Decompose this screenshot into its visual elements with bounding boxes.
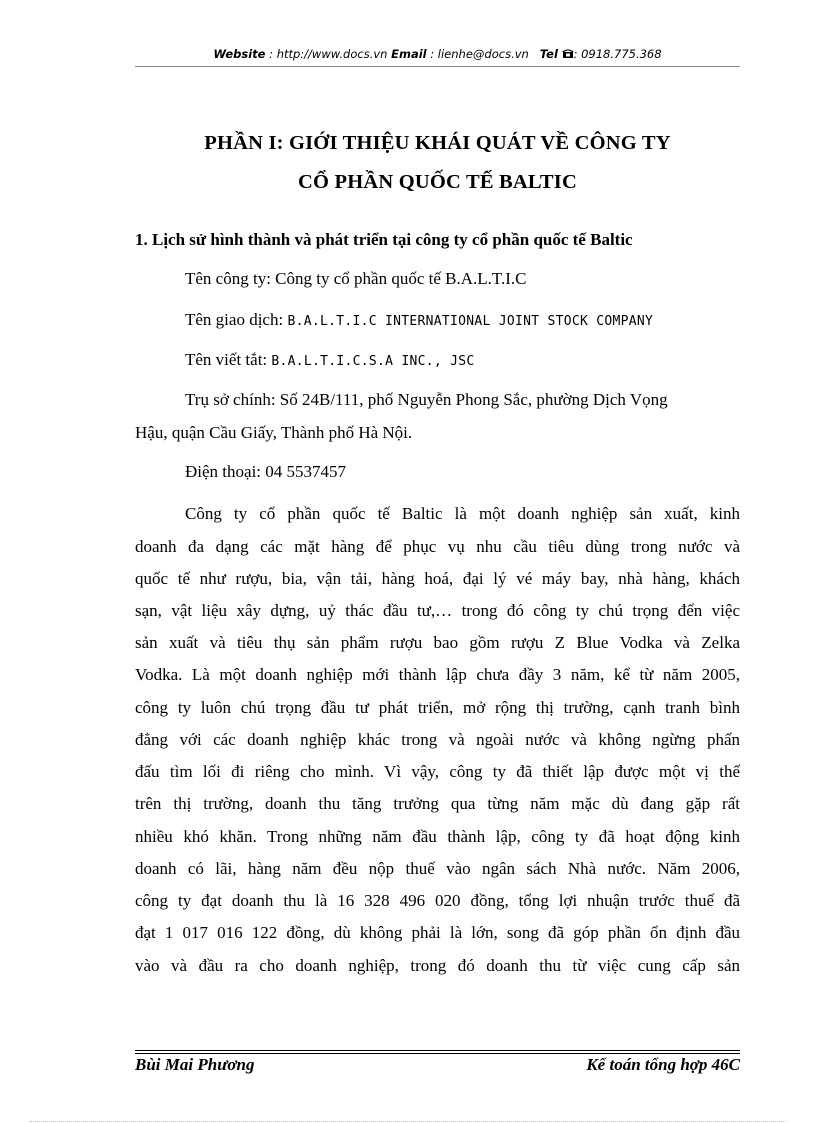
website-link[interactable]: http://www.docs.vn <box>276 47 388 61</box>
paragraph-line: đạt 1 017 016 122 đồng, dù không phải là lớn, song đã góp phần ổn định đầu <box>135 923 740 942</box>
email-link[interactable]: lienhe@docs.vn <box>437 47 529 61</box>
email-separator: : <box>426 47 438 61</box>
page-header <box>135 47 740 62</box>
headquarters-line1: Trụ sở chính: Số 24B/111, phố Nguyễn Phong Sắc, phường Dịch Vọng <box>185 390 668 409</box>
paragraph-line: đẳng với các doanh nghiệp khác trong và ngoài nước và không ngừng phấn <box>135 730 740 749</box>
phone-icon <box>562 48 574 62</box>
paragraph-line: nhiều khó khăn. Trong những năm đầu thành lập, công ty đã hoạt động kinh <box>135 827 740 846</box>
tel-label: Tel <box>539 47 558 61</box>
footer-divider-top <box>135 1050 740 1051</box>
abbreviation-line <box>185 350 475 370</box>
company-name-label: Tên công ty: <box>185 269 276 288</box>
paragraph-line: doanh có lãi, hàng năm đều nộp thuế vào ngân sách Nhà nước. Năm 2006, <box>135 859 740 878</box>
paragraph-line: vào và đầu ra cho doanh nghiệp, trong đó doanh thu từ việc cung cấp sản <box>135 956 740 975</box>
paragraph-line: sản xuất và tiêu thụ sản phẩm rượu bao gồm rượu Z Blue Vodka và Zelka <box>135 633 740 652</box>
website-label: Website <box>213 47 266 61</box>
abbreviation-value: B.A.L.T.I.C.S.A INC., JSC <box>271 354 475 369</box>
headquarters-line2: Hậu, quận Cầu Giấy, Thành phố Hà Nội. <box>135 423 413 442</box>
paragraph-line: quốc tế như rượu, bia, vận tải, hàng hoá, đại lý vé máy bay, nhà hàng, khách <box>135 569 740 588</box>
section-heading: 1. Lịch sử hình thành và phát triển tại công ty cổ phần quốc tế Baltic <box>135 230 633 249</box>
paragraph-line: trên thị trường, doanh thu tăng trưởng qua từng năm mặc dù đang gặp rất <box>135 794 740 813</box>
trade-name-label: Tên giao dịch: <box>185 310 288 329</box>
email-label: Email <box>391 47 427 61</box>
paragraph-line: công ty đạt doanh thu là 16 328 496 020 đồng, tổng lợi nhuận trước thuế đã <box>135 891 740 910</box>
page-title-line1: PHẦN I: GIỚI THIỆU KHÁI QUÁT VỀ CÔNG TY <box>204 132 671 154</box>
paragraph-line: Công ty cổ phần quốc tế Baltic là một doanh nghiệp sản xuất, kinh <box>185 504 740 523</box>
company-name-value: Công ty cổ phần quốc tế B.A.L.T.I.C <box>275 269 527 288</box>
header-divider <box>135 66 740 67</box>
abbreviation-label: Tên viết tắt: <box>185 350 272 369</box>
footer-author: Bùi Mai Phương <box>135 1055 255 1074</box>
trade-name-line <box>185 310 653 330</box>
paragraph-line: đấu tìm lối đi riêng cho mình. Vì vậy, công ty đã thiết lập được một vị thế <box>135 762 740 781</box>
page-title-line2: CỔ PHẦN QUỐC TẾ BALTIC <box>298 171 577 193</box>
paragraph-line: công ty luôn chú trọng đầu tư phát triển, mở rộng thị trường, cạnh tranh bình <box>135 698 740 717</box>
company-name-line <box>185 269 527 289</box>
trade-name-value: B.A.L.T.I.C INTERNATIONAL JOINT STOCK COMPANY <box>287 314 654 329</box>
paragraph-line: doanh đa dạng các mặt hàng để phục vụ nhu cầu tiêu dùng trong nước và <box>135 537 740 556</box>
paragraph-line: sạn, vật liệu xây dựng, uỷ thác đầu tư,… trong đó công ty chú trọng đến việc <box>135 601 740 620</box>
phone-number: : 0918.775.368 <box>573 47 662 61</box>
footer-class: Kế toán tổng hợp 46C <box>586 1055 740 1074</box>
phone-line: Điện thoại: 04 5537457 <box>185 462 347 481</box>
page-bottom-edge <box>30 1121 786 1122</box>
footer-divider-bottom <box>135 1053 740 1054</box>
paragraph-line: Vodka. Là một doanh nghiệp mới thành lập chưa đầy 3 năm, kể từ năm 2005, <box>135 665 740 684</box>
website-separator: : <box>265 47 277 61</box>
